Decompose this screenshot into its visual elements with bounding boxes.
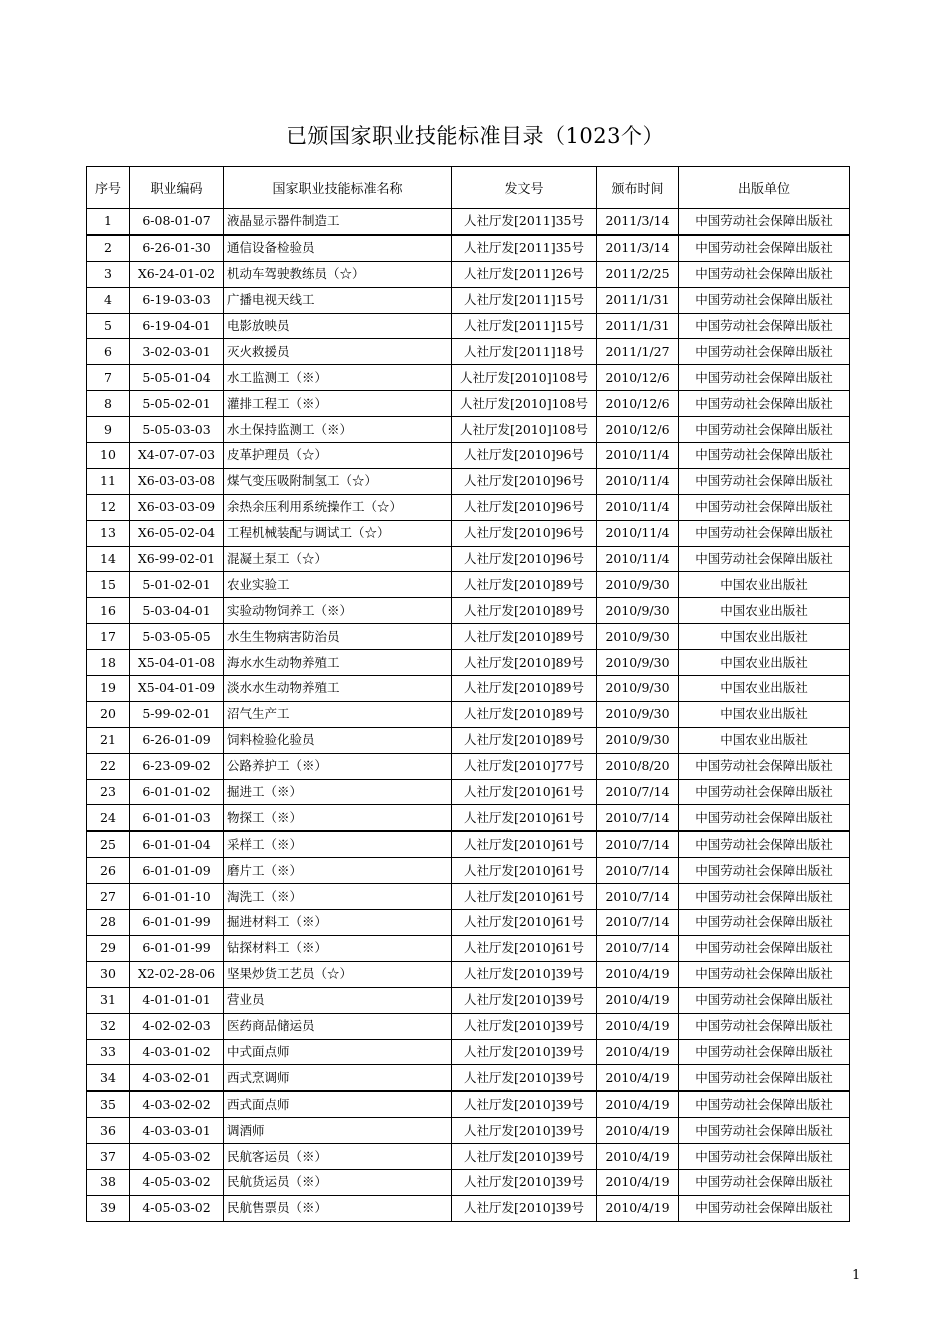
cell-index: 1: [87, 209, 130, 235]
cell-document-number: 人社厅发[2010]61号: [452, 935, 597, 961]
cell-date: 2010/11/4: [597, 520, 679, 546]
cell-name: 沼气生产工: [224, 701, 452, 727]
table-row: [87, 546, 850, 572]
cell-index: 31: [87, 987, 130, 1013]
cell-publisher: 中国劳动社会保障出版社: [679, 987, 850, 1013]
cell-index: 26: [87, 858, 130, 884]
cell-date: 2011/1/27: [597, 339, 679, 365]
cell-index: 4: [87, 287, 130, 313]
cell-name: 通信设备检验员: [224, 235, 452, 261]
cell-name: 广播电视天线工: [224, 287, 452, 313]
cell-document-number: 人社厅发[2010]61号: [452, 805, 597, 831]
cell-publisher: 中国农业出版社: [679, 624, 850, 650]
cell-name: 水土保持监测工（※）: [224, 417, 452, 443]
cell-code: 6-01-01-99: [130, 935, 224, 961]
cell-code: 4-05-03-02: [130, 1169, 224, 1195]
cell-document-number: 人社厅发[2011]15号: [452, 313, 597, 339]
cell-name: 水生生物病害防治员: [224, 624, 452, 650]
cell-index: 2: [87, 235, 130, 261]
cell-publisher: 中国劳动社会保障出版社: [679, 884, 850, 910]
table-row: [87, 727, 850, 753]
cell-code: 4-01-01-01: [130, 987, 224, 1013]
cell-document-number: 人社厅发[2011]26号: [452, 261, 597, 287]
cell-document-number: 人社厅发[2010]61号: [452, 910, 597, 936]
cell-name: 营业员: [224, 987, 452, 1013]
cell-code: X2-02-28-06: [130, 961, 224, 987]
table-row: [87, 701, 850, 727]
column-header-date: 颁布时间: [597, 167, 679, 209]
cell-date: 2010/4/19: [597, 1039, 679, 1065]
table-row: [87, 1195, 850, 1221]
cell-name: 液晶显示器件制造工: [224, 209, 452, 235]
cell-date: 2010/7/14: [597, 910, 679, 936]
cell-name: 淘洗工（※）: [224, 884, 452, 910]
cell-index: 11: [87, 468, 130, 494]
cell-code: 6-23-09-02: [130, 753, 224, 779]
table-row: [87, 1118, 850, 1144]
cell-index: 23: [87, 779, 130, 805]
cell-code: 5-05-02-01: [130, 391, 224, 417]
cell-publisher: 中国劳动社会保障出版社: [679, 1065, 850, 1091]
cell-date: 2010/4/19: [597, 1144, 679, 1170]
cell-document-number: 人社厅发[2010]39号: [452, 987, 597, 1013]
cell-document-number: 人社厅发[2010]39号: [452, 961, 597, 987]
table-row: [87, 650, 850, 676]
cell-code: 4-03-03-01: [130, 1118, 224, 1144]
table-row: [87, 1065, 850, 1091]
cell-name: 钻探材料工（※）: [224, 935, 452, 961]
table-row: [87, 598, 850, 624]
cell-publisher: 中国劳动社会保障出版社: [679, 1118, 850, 1144]
cell-index: 33: [87, 1039, 130, 1065]
cell-date: 2010/11/4: [597, 494, 679, 520]
cell-date: 2010/9/30: [597, 572, 679, 598]
cell-name: 掘进工（※）: [224, 779, 452, 805]
cell-document-number: 人社厅发[2010]96号: [452, 546, 597, 572]
cell-document-number: 人社厅发[2010]89号: [452, 676, 597, 702]
cell-date: 2010/12/6: [597, 417, 679, 443]
cell-index: 30: [87, 961, 130, 987]
cell-date: 2010/11/4: [597, 546, 679, 572]
table-row: [87, 805, 850, 831]
cell-document-number: 人社厅发[2011]15号: [452, 287, 597, 313]
header-row: [87, 167, 850, 209]
cell-name: 余热余压利用系统操作工（☆）: [224, 494, 452, 520]
cell-publisher: 中国劳动社会保障出版社: [679, 1144, 850, 1170]
cell-name: 西式烹调师: [224, 1065, 452, 1091]
cell-code: X6-03-03-08: [130, 468, 224, 494]
cell-date: 2010/7/14: [597, 884, 679, 910]
cell-name: 民航客运员（※）: [224, 1144, 452, 1170]
cell-date: 2010/12/6: [597, 391, 679, 417]
cell-document-number: 人社厅发[2010]39号: [452, 1013, 597, 1039]
cell-document-number: 人社厅发[2010]61号: [452, 884, 597, 910]
cell-document-number: 人社厅发[2010]96号: [452, 520, 597, 546]
cell-document-number: 人社厅发[2010]39号: [452, 1039, 597, 1065]
table-row: [87, 1169, 850, 1195]
cell-name: 医药商品储运员: [224, 1013, 452, 1039]
cell-date: 2010/4/19: [597, 961, 679, 987]
table-row: [87, 1091, 850, 1117]
cell-publisher: 中国劳动社会保障出版社: [679, 287, 850, 313]
cell-date: 2010/7/14: [597, 858, 679, 884]
table-row: [87, 961, 850, 987]
cell-date: 2011/2/25: [597, 261, 679, 287]
cell-name: 掘进材料工（※）: [224, 910, 452, 936]
cell-name: 灌排工程工（※）: [224, 391, 452, 417]
cell-name: 机动车驾驶教练员（☆）: [224, 261, 452, 287]
cell-document-number: 人社厅发[2010]108号: [452, 417, 597, 443]
cell-code: 5-99-02-01: [130, 701, 224, 727]
cell-document-number: 人社厅发[2010]77号: [452, 753, 597, 779]
table-row: [87, 494, 850, 520]
cell-index: 18: [87, 650, 130, 676]
cell-name: 物探工（※）: [224, 805, 452, 831]
cell-code: 6-01-01-03: [130, 805, 224, 831]
cell-publisher: 中国农业出版社: [679, 727, 850, 753]
cell-code: 6-01-01-10: [130, 884, 224, 910]
cell-code: 6-26-01-09: [130, 727, 224, 753]
table-row: [87, 209, 850, 235]
cell-document-number: 人社厅发[2010]89号: [452, 572, 597, 598]
cell-document-number: 人社厅发[2010]39号: [452, 1169, 597, 1195]
cell-name: 中式面点师: [224, 1039, 452, 1065]
standards-table: [86, 166, 850, 1222]
table-row: [87, 935, 850, 961]
cell-date: 2010/9/30: [597, 701, 679, 727]
cell-document-number: 人社厅发[2010]39号: [452, 1195, 597, 1221]
cell-publisher: 中国劳动社会保障出版社: [679, 935, 850, 961]
cell-document-number: 人社厅发[2010]39号: [452, 1118, 597, 1144]
cell-date: 2010/7/14: [597, 935, 679, 961]
cell-name: 采样工（※）: [224, 831, 452, 857]
cell-date: 2010/9/30: [597, 727, 679, 753]
table-row: [87, 910, 850, 936]
table-row: [87, 884, 850, 910]
cell-document-number: 人社厅发[2010]61号: [452, 779, 597, 805]
table-row: [87, 1039, 850, 1065]
cell-name: 农业实验工: [224, 572, 452, 598]
table-row: [87, 468, 850, 494]
cell-index: 22: [87, 753, 130, 779]
cell-document-number: 人社厅发[2010]89号: [452, 598, 597, 624]
cell-publisher: 中国劳动社会保障出版社: [679, 753, 850, 779]
cell-code: 6-01-01-04: [130, 831, 224, 857]
cell-date: 2010/7/14: [597, 805, 679, 831]
cell-publisher: 中国劳动社会保障出版社: [679, 520, 850, 546]
cell-index: 39: [87, 1195, 130, 1221]
cell-code: X5-04-01-09: [130, 676, 224, 702]
cell-index: 35: [87, 1091, 130, 1117]
cell-date: 2010/9/30: [597, 650, 679, 676]
cell-date: 2010/7/14: [597, 779, 679, 805]
table-row: [87, 676, 850, 702]
cell-index: 16: [87, 598, 130, 624]
cell-index: 28: [87, 910, 130, 936]
cell-date: 2010/4/19: [597, 1169, 679, 1195]
table-row: [87, 417, 850, 443]
cell-date: 2010/11/4: [597, 468, 679, 494]
column-header-code: 职业编码: [130, 167, 224, 209]
cell-code: 4-03-02-01: [130, 1065, 224, 1091]
cell-document-number: 人社厅发[2010]89号: [452, 650, 597, 676]
cell-index: 24: [87, 805, 130, 831]
cell-document-number: 人社厅发[2010]39号: [452, 1091, 597, 1117]
table-row: [87, 313, 850, 339]
cell-document-number: 人社厅发[2010]108号: [452, 391, 597, 417]
cell-name: 公路养护工（※）: [224, 753, 452, 779]
cell-name: 电影放映员: [224, 313, 452, 339]
cell-document-number: 人社厅发[2010]89号: [452, 624, 597, 650]
cell-date: 2010/9/30: [597, 598, 679, 624]
cell-index: 37: [87, 1144, 130, 1170]
table-row: [87, 520, 850, 546]
cell-name: 饲料检验化验员: [224, 727, 452, 753]
cell-code: X6-99-02-01: [130, 546, 224, 572]
cell-name: 调酒师: [224, 1118, 452, 1144]
cell-index: 38: [87, 1169, 130, 1195]
cell-publisher: 中国劳动社会保障出版社: [679, 546, 850, 572]
table-row: [87, 287, 850, 313]
cell-index: 13: [87, 520, 130, 546]
cell-code: 5-05-01-04: [130, 365, 224, 391]
table-row: [87, 779, 850, 805]
cell-index: 20: [87, 701, 130, 727]
cell-name: 磨片工（※）: [224, 858, 452, 884]
cell-publisher: 中国劳动社会保障出版社: [679, 1013, 850, 1039]
cell-publisher: 中国劳动社会保障出版社: [679, 831, 850, 857]
cell-document-number: 人社厅发[2010]39号: [452, 1144, 597, 1170]
column-header-index: 序号: [87, 167, 130, 209]
cell-index: 7: [87, 365, 130, 391]
cell-name: 工程机械装配与调试工（☆）: [224, 520, 452, 546]
cell-publisher: 中国劳动社会保障出版社: [679, 1039, 850, 1065]
cell-date: 2010/11/4: [597, 443, 679, 469]
cell-publisher: 中国劳动社会保障出版社: [679, 391, 850, 417]
column-header-publisher: 出版单位: [679, 167, 850, 209]
table-row: [87, 235, 850, 261]
cell-publisher: 中国农业出版社: [679, 676, 850, 702]
table-row: [87, 624, 850, 650]
cell-date: 2010/7/14: [597, 831, 679, 857]
cell-publisher: 中国劳动社会保障出版社: [679, 1169, 850, 1195]
cell-document-number: 人社厅发[2010]96号: [452, 468, 597, 494]
cell-publisher: 中国劳动社会保障出版社: [679, 858, 850, 884]
cell-code: 5-01-02-01: [130, 572, 224, 598]
cell-publisher: 中国劳动社会保障出版社: [679, 961, 850, 987]
cell-code: X5-04-01-08: [130, 650, 224, 676]
cell-publisher: 中国农业出版社: [679, 572, 850, 598]
cell-index: 5: [87, 313, 130, 339]
cell-index: 36: [87, 1118, 130, 1144]
cell-date: 2010/9/30: [597, 624, 679, 650]
cell-date: 2011/1/31: [597, 313, 679, 339]
cell-index: 10: [87, 443, 130, 469]
cell-document-number: 人社厅发[2010]61号: [452, 858, 597, 884]
cell-publisher: 中国劳动社会保障出版社: [679, 209, 850, 235]
cell-date: 2011/3/14: [597, 235, 679, 261]
cell-code: 6-08-01-07: [130, 209, 224, 235]
cell-name: 坚果炒货工艺员（☆）: [224, 961, 452, 987]
cell-date: 2010/4/19: [597, 1118, 679, 1144]
cell-index: 3: [87, 261, 130, 287]
cell-index: 14: [87, 546, 130, 572]
cell-code: X6-05-02-04: [130, 520, 224, 546]
cell-publisher: 中国劳动社会保障出版社: [679, 261, 850, 287]
cell-code: 4-02-02-03: [130, 1013, 224, 1039]
cell-code: 5-03-05-05: [130, 624, 224, 650]
cell-code: X6-24-01-02: [130, 261, 224, 287]
cell-code: 4-05-03-02: [130, 1144, 224, 1170]
cell-publisher: 中国劳动社会保障出版社: [679, 1091, 850, 1117]
cell-name: 民航货运员（※）: [224, 1169, 452, 1195]
cell-publisher: 中国农业出版社: [679, 598, 850, 624]
cell-code: 5-03-04-01: [130, 598, 224, 624]
cell-code: 4-05-03-02: [130, 1195, 224, 1221]
cell-index: 29: [87, 935, 130, 961]
cell-index: 15: [87, 572, 130, 598]
cell-name: 淡水水生动物养殖工: [224, 676, 452, 702]
cell-document-number: 人社厅发[2010]39号: [452, 1065, 597, 1091]
cell-index: 6: [87, 339, 130, 365]
cell-date: 2010/4/19: [597, 1065, 679, 1091]
cell-document-number: 人社厅发[2010]96号: [452, 494, 597, 520]
cell-document-number: 人社厅发[2010]108号: [452, 365, 597, 391]
cell-publisher: 中国农业出版社: [679, 701, 850, 727]
cell-publisher: 中国农业出版社: [679, 650, 850, 676]
table-row: [87, 261, 850, 287]
cell-date: 2010/4/19: [597, 1013, 679, 1039]
cell-publisher: 中国劳动社会保障出版社: [679, 1195, 850, 1221]
cell-code: 6-01-01-09: [130, 858, 224, 884]
cell-index: 21: [87, 727, 130, 753]
cell-document-number: 人社厅发[2010]89号: [452, 727, 597, 753]
cell-document-number: 人社厅发[2010]61号: [452, 831, 597, 857]
cell-code: 6-19-03-03: [130, 287, 224, 313]
cell-date: 2010/9/30: [597, 676, 679, 702]
cell-index: 17: [87, 624, 130, 650]
table-row: [87, 831, 850, 857]
table-row: [87, 1144, 850, 1170]
table-body: [87, 209, 850, 1222]
cell-document-number: 人社厅发[2011]35号: [452, 209, 597, 235]
table-row: [87, 858, 850, 884]
cell-index: 32: [87, 1013, 130, 1039]
cell-date: 2010/8/20: [597, 753, 679, 779]
cell-index: 8: [87, 391, 130, 417]
cell-index: 34: [87, 1065, 130, 1091]
cell-code: 3-02-03-01: [130, 339, 224, 365]
cell-date: 2010/4/19: [597, 1091, 679, 1117]
cell-publisher: 中国劳动社会保障出版社: [679, 779, 850, 805]
cell-name: 混凝土泵工（☆）: [224, 546, 452, 572]
cell-name: 民航售票员（※）: [224, 1195, 452, 1221]
page-title: 已颁国家职业技能标准目录（1023个）: [286, 124, 664, 148]
table-row: [87, 339, 850, 365]
cell-date: 2011/1/31: [597, 287, 679, 313]
table-row: [87, 753, 850, 779]
cell-name: 水工监测工（※）: [224, 365, 452, 391]
page-number: 1: [852, 1268, 861, 1283]
cell-index: 19: [87, 676, 130, 702]
cell-publisher: 中国劳动社会保障出版社: [679, 365, 850, 391]
cell-document-number: 人社厅发[2010]96号: [452, 443, 597, 469]
cell-publisher: 中国劳动社会保障出版社: [679, 468, 850, 494]
cell-name: 灭火救援员: [224, 339, 452, 365]
cell-publisher: 中国劳动社会保障出版社: [679, 235, 850, 261]
cell-publisher: 中国劳动社会保障出版社: [679, 910, 850, 936]
table-header: [87, 167, 850, 209]
cell-name: 海水水生动物养殖工: [224, 650, 452, 676]
cell-date: 2011/3/14: [597, 209, 679, 235]
table-row: [87, 391, 850, 417]
cell-code: 4-03-01-02: [130, 1039, 224, 1065]
cell-index: 12: [87, 494, 130, 520]
cell-index: 27: [87, 884, 130, 910]
table-row: [87, 1013, 850, 1039]
cell-index: 25: [87, 831, 130, 857]
cell-name: 煤气变压吸附制氢工（☆）: [224, 468, 452, 494]
cell-publisher: 中国劳动社会保障出版社: [679, 443, 850, 469]
column-header-name: 国家职业技能标准名称: [224, 167, 452, 209]
cell-publisher: 中国劳动社会保障出版社: [679, 805, 850, 831]
cell-name: 实验动物饲养工（※）: [224, 598, 452, 624]
cell-code: 5-05-03-03: [130, 417, 224, 443]
cell-document-number: 人社厅发[2010]89号: [452, 701, 597, 727]
cell-code: 6-19-04-01: [130, 313, 224, 339]
cell-code: 4-03-02-02: [130, 1091, 224, 1117]
cell-publisher: 中国劳动社会保障出版社: [679, 339, 850, 365]
cell-index: 9: [87, 417, 130, 443]
table-row: [87, 987, 850, 1013]
cell-code: 6-26-01-30: [130, 235, 224, 261]
cell-code: X4-07-07-03: [130, 443, 224, 469]
cell-date: 2010/12/6: [597, 365, 679, 391]
cell-publisher: 中国劳动社会保障出版社: [679, 417, 850, 443]
cell-name: 皮革护理员（☆）: [224, 443, 452, 469]
column-header-document-number: 发文号: [452, 167, 597, 209]
table-row: [87, 365, 850, 391]
cell-publisher: 中国劳动社会保障出版社: [679, 494, 850, 520]
cell-name: 西式面点师: [224, 1091, 452, 1117]
cell-code: 6-01-01-99: [130, 910, 224, 936]
cell-code: X6-03-03-09: [130, 494, 224, 520]
cell-date: 2010/4/19: [597, 1195, 679, 1221]
cell-date: 2010/4/19: [597, 987, 679, 1013]
table-row: [87, 443, 850, 469]
cell-document-number: 人社厅发[2011]35号: [452, 235, 597, 261]
cell-publisher: 中国劳动社会保障出版社: [679, 313, 850, 339]
cell-code: 6-01-01-02: [130, 779, 224, 805]
table-row: [87, 572, 850, 598]
cell-document-number: 人社厅发[2011]18号: [452, 339, 597, 365]
